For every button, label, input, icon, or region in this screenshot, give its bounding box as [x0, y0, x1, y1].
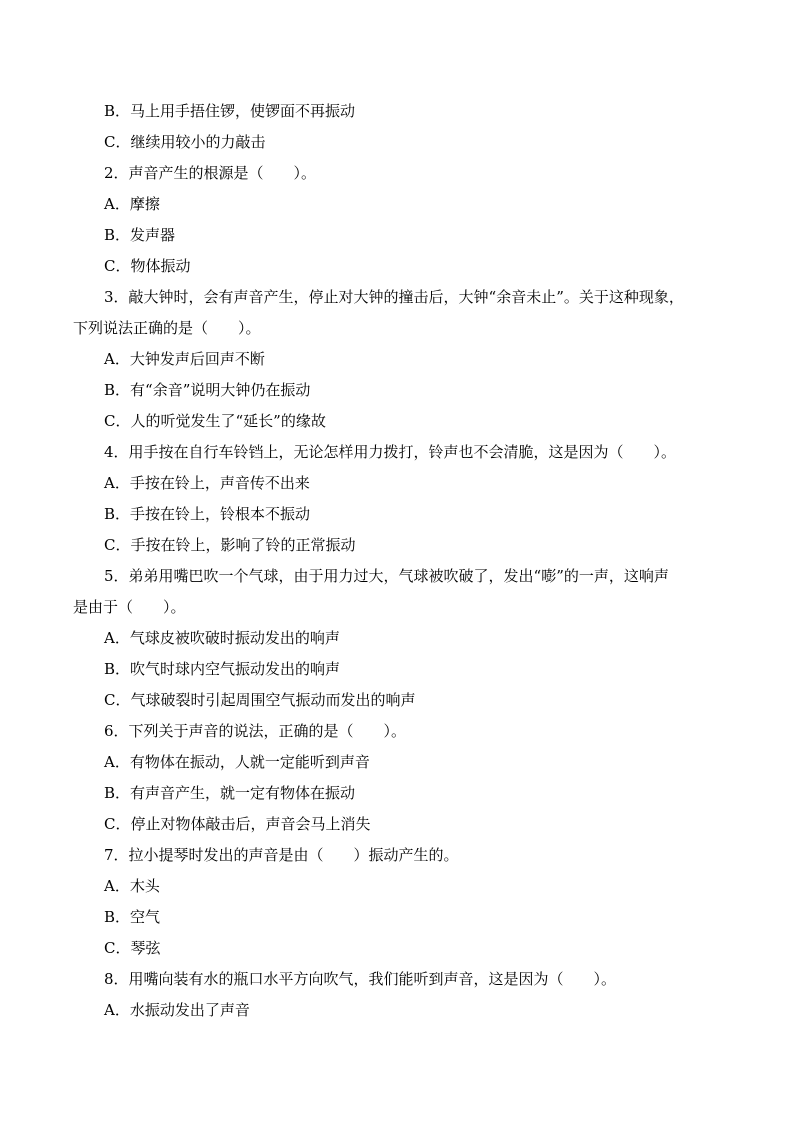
q7-option-a: A．木头 — [104, 877, 160, 895]
worksheet-page — [0, 96, 794, 1026]
q6-option-c: C．停止对物体敲击后，声音会马上消失 — [104, 815, 371, 833]
q2-option-c: C．物体振动 — [104, 257, 191, 275]
q4-stem: 4．用手按在自行车铃铛上，无论怎样用力拨打，铃声也不会清脆，这是因为（ ）。 — [104, 443, 677, 461]
q8-option-a: A．水振动发出了声音 — [104, 1001, 250, 1019]
q6-stem: 6．下列关于声音的说法，正确的是（ ）。 — [104, 722, 407, 740]
q5-option-c: C．气球破裂时引起周围空气振动而发出的响声 — [104, 691, 416, 709]
q7-stem: 7．拉小提琴时发出的声音是由（ ）振动产生的。 — [104, 846, 459, 864]
q5-stem: 5．弟弟用嘴巴吹一个气球，由于用力过大，气球被吹破了，发出“嘭”的一声，这响声 — [104, 567, 669, 585]
q4-option-a: A．手按在铃上，声音传不出来 — [104, 474, 310, 492]
q5-stem-cont: 是由于（ ）。 — [73, 598, 186, 616]
q2-stem: 2．声音产生的根源是（ ）。 — [104, 164, 317, 182]
q2-option-b: B．发声器 — [104, 226, 176, 244]
q1-option-c: C．继续用较小的力敲击 — [104, 133, 266, 151]
q6-option-b: B．有声音产生，就一定有物体在振动 — [104, 784, 356, 802]
q7-option-c: C．琴弦 — [104, 939, 161, 957]
q3-stem: 3．敲大钟时，会有声音产生，停止对大钟的撞击后，大钟“余音未止”。关于这种现象， — [104, 288, 684, 306]
q1-option-b: B．马上用手捂住锣，使锣面不再振动 — [104, 102, 356, 120]
q3-stem-cont: 下列说法正确的是（ ）。 — [73, 319, 261, 337]
q2-option-a: A．摩擦 — [104, 195, 160, 213]
q5-option-a: A．气球皮被吹破时振动发出的响声 — [104, 629, 340, 647]
q3-option-c: C．人的听觉发生了“延长”的缘故 — [104, 412, 326, 430]
q6-option-a: A．有物体在振动，人就一定能听到声音 — [104, 753, 370, 771]
q3-option-b: B．有“余音”说明大钟仍在振动 — [104, 381, 311, 399]
q4-option-c: C．手按在铃上，影响了铃的正常振动 — [104, 536, 356, 554]
q4-option-b: B．手按在铃上，铃根本不振动 — [104, 505, 311, 523]
q5-option-b: B．吹气时球内空气振动发出的响声 — [104, 660, 341, 678]
q8-stem: 8．用嘴向装有水的瓶口水平方向吹气，我们能听到声音，这是因为（ ）。 — [104, 970, 617, 988]
q7-option-b: B．空气 — [104, 908, 161, 926]
q3-option-a: A．大钟发声后回声不断 — [104, 350, 265, 368]
